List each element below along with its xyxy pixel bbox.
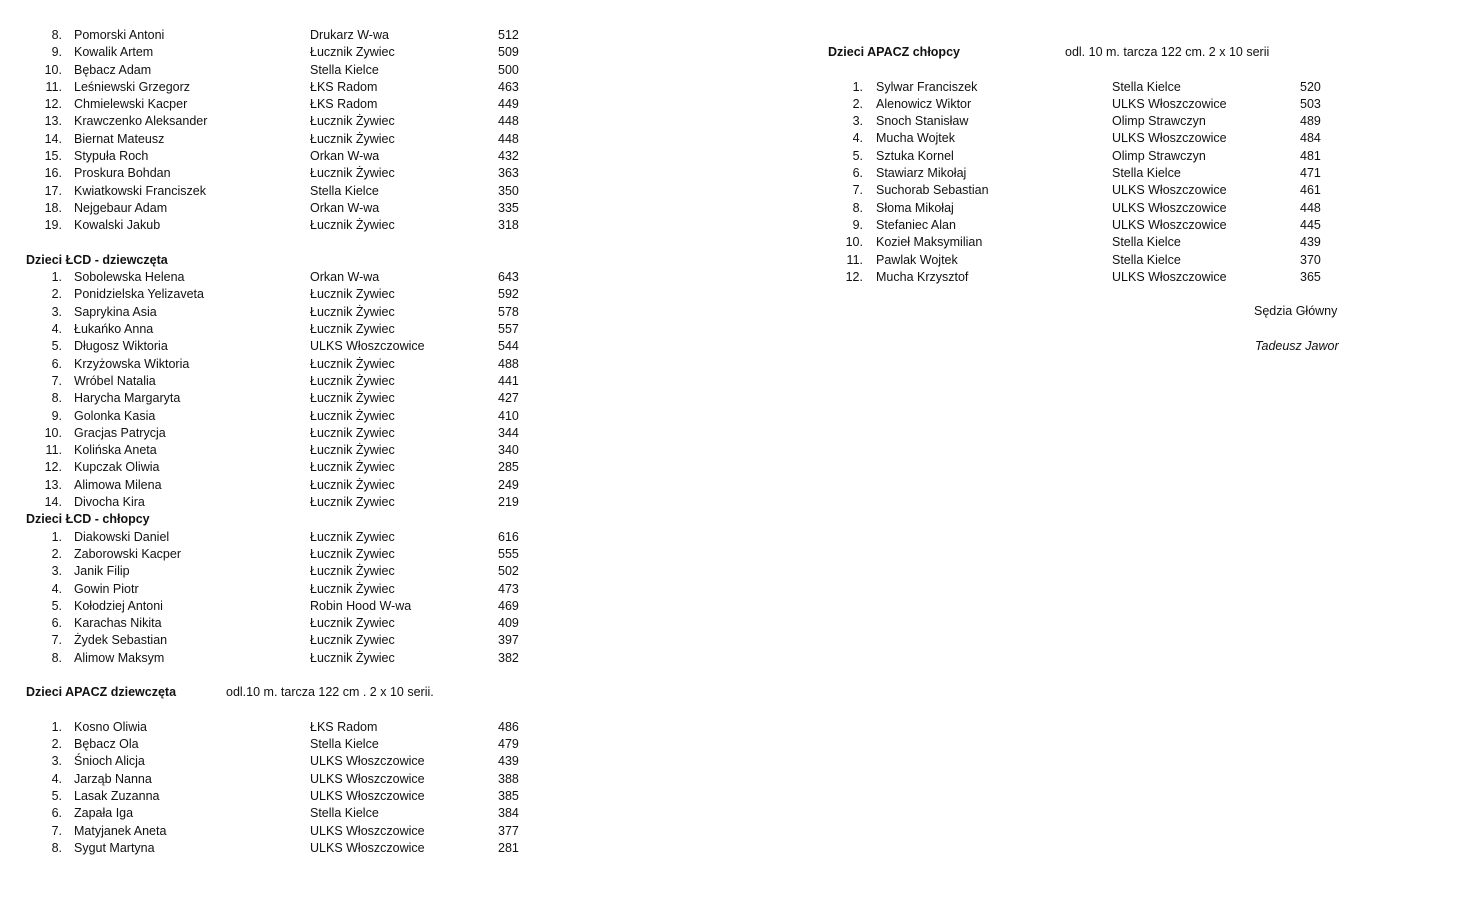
place-number: 4.	[852, 131, 863, 146]
results-rows	[26, 719, 546, 857]
result-row	[26, 304, 546, 321]
club-name: Łucznik Żywiec	[310, 443, 395, 458]
result-row	[26, 442, 546, 459]
result-row	[828, 96, 1388, 113]
competitor-name: Mucha Krzysztof	[876, 269, 969, 284]
club-name: Łucznik Żywiec	[310, 304, 395, 319]
result-row	[26, 269, 546, 286]
result-row	[26, 823, 546, 840]
competitor-name: Diakowski Daniel	[74, 529, 170, 544]
competitor-name: Bębacz Ola	[74, 737, 139, 752]
result-row	[828, 269, 1388, 286]
result-row	[26, 338, 546, 355]
competitor-name: Kowalik Artem	[74, 45, 154, 60]
club-name: ULKS Włoszczowice	[310, 754, 425, 769]
club-name: Stella Kielce	[310, 183, 379, 198]
competitor-name: Gracjas Patrycja	[74, 425, 166, 440]
competitor-name: Ponidzielska Yelizaveta	[74, 287, 204, 302]
competitor-name: Leśniewski Grzegorz	[74, 79, 191, 94]
club-name: ŁKS Radom	[310, 719, 378, 734]
place-number: 8.	[51, 391, 62, 406]
result-row	[828, 79, 1388, 96]
place-number: 2.	[51, 546, 62, 561]
club-name: Łucznik Żywiec	[310, 131, 395, 146]
competitor-name: Gowin Piotr	[74, 581, 139, 596]
score-value: 439	[498, 754, 519, 769]
result-row	[26, 598, 546, 615]
competitor-name: Krawczenko Aleksander	[74, 114, 208, 129]
result-row	[26, 408, 546, 425]
club-name: ULKS Włoszczowice	[310, 823, 425, 838]
place-number: 4.	[51, 581, 62, 596]
place-number: 1.	[51, 529, 62, 544]
competitor-name: Zaborowski Kacper	[74, 546, 181, 561]
place-number: 15.	[44, 149, 62, 164]
result-row	[26, 217, 546, 234]
result-row	[26, 719, 546, 736]
result-row	[828, 130, 1388, 147]
result-row	[26, 840, 546, 857]
competitor-name: Sygut Martyna	[74, 840, 155, 855]
competitor-name: Bębacz Adam	[74, 62, 152, 77]
place-number: 19.	[44, 218, 62, 233]
result-row	[26, 529, 546, 546]
score-value: 512	[498, 28, 519, 42]
score-value: 578	[498, 304, 519, 319]
club-name: Stella Kielce	[1112, 79, 1181, 94]
club-name: Łucznik Żywiec	[310, 218, 395, 233]
club-name: Łucznik Żywiec	[310, 356, 395, 371]
competitor-name: Divocha Kira	[74, 495, 145, 510]
place-number: 12.	[845, 269, 863, 284]
place-number: 7.	[51, 373, 62, 388]
competitor-name: Sylwar Franciszek	[876, 79, 978, 94]
place-number: 12.	[44, 97, 62, 112]
place-number: 18.	[44, 200, 62, 215]
competitor-name: Stypuła Roch	[74, 149, 149, 164]
place-number: 14.	[44, 131, 62, 146]
place-number: 5.	[51, 789, 62, 804]
result-row	[828, 165, 1388, 182]
score-value: 409	[498, 616, 519, 631]
score-value: 370	[1300, 252, 1321, 267]
place-number: 11.	[45, 443, 62, 458]
club-name: ULKS Włoszczowice	[310, 771, 425, 786]
competitor-name: Słoma Mikołaj	[876, 200, 954, 215]
score-value: 484	[1300, 131, 1321, 146]
result-row	[26, 563, 546, 580]
place-number: 2.	[852, 96, 863, 111]
score-value: 384	[498, 806, 519, 821]
club-name: ULKS Włoszczowice	[1112, 96, 1227, 111]
competitor-name: Kozieł Maksymilian	[876, 235, 983, 250]
score-value: 502	[498, 564, 519, 579]
competitor-name: Sztuka Kornel	[876, 148, 954, 163]
place-number: 2.	[51, 287, 62, 302]
results-rows	[828, 79, 1388, 287]
place-number: 11.	[45, 79, 62, 94]
place-number: 14.	[44, 495, 62, 510]
result-row	[828, 217, 1388, 234]
section-subtitle: odl. 10 m. tarcza 122 cm. 2 x 10 serii	[1065, 45, 1270, 59]
competitor-name: Kupczak Oliwia	[74, 460, 160, 475]
result-row	[26, 581, 546, 598]
score-value: 249	[498, 477, 519, 492]
score-value: 281	[498, 840, 519, 855]
competitor-name: Zapała Iga	[74, 806, 134, 821]
score-value: 427	[498, 391, 519, 406]
section-title: Dzieci ŁCD - dziewczęta	[26, 252, 168, 267]
place-number: 12.	[44, 460, 62, 475]
competitor-name: Proskura Bohdan	[74, 166, 171, 181]
club-name: Stella Kielce	[310, 737, 379, 752]
score-value: 488	[498, 356, 519, 371]
competitor-name: Alenowicz Wiktor	[876, 96, 972, 111]
place-number: 3.	[51, 754, 62, 769]
place-number: 4.	[51, 771, 62, 786]
score-value: 439	[1300, 235, 1321, 250]
club-name: Orkan W-wa	[310, 270, 380, 285]
section-heading	[26, 252, 546, 269]
score-value: 500	[498, 62, 519, 77]
club-name: Łucznik Zywiec	[310, 495, 395, 510]
result-row	[26, 494, 546, 511]
score-value: 486	[498, 719, 519, 734]
result-row	[26, 113, 546, 130]
result-row	[26, 148, 546, 165]
club-name: ULKS Włoszczowice	[310, 339, 425, 354]
result-row	[26, 736, 546, 753]
score-value: 219	[498, 495, 519, 510]
club-name: ULKS Włoszczowice	[1112, 200, 1227, 215]
score-value: 463	[498, 79, 519, 94]
result-row	[828, 148, 1388, 165]
club-name: Łucznik Zywiec	[310, 425, 395, 440]
score-value: 448	[498, 114, 519, 129]
competitor-name: Śnioch Alicja	[74, 754, 145, 769]
place-number: 9.	[852, 217, 863, 232]
score-value: 285	[498, 460, 519, 475]
place-number: 5.	[51, 339, 62, 354]
competitor-name: Golonka Kasia	[74, 408, 156, 423]
results-section	[26, 511, 546, 667]
place-number: 7.	[852, 183, 863, 198]
club-name: ŁKS Radom	[310, 79, 378, 94]
place-number: 10.	[845, 235, 863, 250]
score-value: 385	[498, 789, 519, 804]
result-row	[26, 632, 546, 649]
results-section	[26, 684, 546, 857]
club-name: Łucznik Zywiec	[310, 633, 395, 648]
result-row	[26, 79, 546, 96]
score-value: 473	[498, 581, 519, 596]
score-value: 448	[498, 131, 519, 146]
place-number: 13.	[44, 477, 62, 492]
club-name: ŁKS Radom	[310, 97, 378, 112]
result-row	[26, 183, 546, 200]
results-rows	[26, 529, 546, 667]
competitor-name: Pawlak Wojtek	[876, 252, 958, 267]
result-row	[26, 477, 546, 494]
section-heading	[828, 44, 1388, 61]
score-value: 520	[1300, 79, 1321, 94]
place-number: 11.	[846, 252, 863, 267]
place-number: 5.	[852, 148, 863, 163]
place-number: 6.	[51, 356, 62, 371]
club-name: Stella Kielce	[1112, 252, 1181, 267]
club-name: Łucznik Żywiec	[310, 391, 395, 406]
club-name: Łucznik Żywiec	[310, 460, 395, 475]
result-row	[26, 771, 546, 788]
head-judge-signature: Tadeusz Jawor	[1255, 339, 1339, 353]
place-number: 8.	[51, 28, 62, 42]
club-name: Łucznik Żywiec	[310, 408, 395, 423]
competitor-name: Karachas Nikita	[74, 616, 162, 631]
competitor-name: Alimowa Milena	[74, 477, 162, 492]
score-value: 471	[1300, 166, 1321, 181]
right-results-column	[828, 0, 1388, 286]
club-name: ULKS Włoszczowice	[1112, 131, 1227, 146]
score-value: 461	[1300, 183, 1321, 198]
competitor-name: Wróbel Natalia	[74, 373, 156, 388]
place-number: 16.	[44, 166, 62, 181]
score-value: 441	[498, 373, 519, 388]
club-name: Łucznik Żywiec	[310, 564, 395, 579]
section-heading	[26, 684, 546, 701]
club-name: Łucznik Żywiec	[310, 373, 395, 388]
competitor-name: Kołodziej Antoni	[74, 598, 163, 613]
place-number: 10.	[44, 425, 62, 440]
score-value: 432	[498, 149, 519, 164]
place-number: 1.	[51, 270, 62, 285]
competitor-name: Żydek Sebastian	[74, 633, 168, 648]
club-name: Olimp Strawczyn	[1112, 148, 1206, 163]
competitor-name: Krzyżowska Wiktoria	[74, 356, 190, 371]
club-name: ULKS Włoszczowice	[310, 840, 425, 855]
result-row	[26, 650, 546, 667]
place-number: 4.	[51, 322, 62, 337]
competitor-name: Długosz Wiktoria	[74, 339, 168, 354]
club-name: Łucznik Zywiec	[310, 45, 395, 60]
place-number: 8.	[852, 200, 863, 215]
result-row	[26, 200, 546, 217]
competitor-name: Jarząb Nanna	[74, 771, 152, 786]
result-row	[828, 182, 1388, 199]
section-title: Dzieci ŁCD - chłopcy	[26, 512, 150, 527]
competitor-name: Lasak Zuzanna	[74, 789, 160, 804]
place-number: 13.	[44, 114, 62, 129]
score-value: 449	[498, 97, 519, 112]
score-value: 503	[1300, 96, 1321, 111]
competitor-name: Kwiatkowski Franciszek	[74, 183, 206, 198]
place-number: 9.	[51, 408, 62, 423]
place-number: 3.	[852, 114, 863, 129]
results-section	[26, 27, 546, 235]
club-name: Stella Kielce	[310, 806, 379, 821]
club-name: ULKS Włoszczowice	[310, 789, 425, 804]
score-value: 489	[1300, 114, 1321, 129]
result-row	[26, 131, 546, 148]
club-name: Olimp Strawczyn	[1112, 114, 1206, 129]
competitor-name: Mucha Wojtek	[876, 131, 955, 146]
result-row	[26, 96, 546, 113]
competitor-name: Stawiarz Mikołaj	[876, 166, 967, 181]
score-value: 448	[1300, 200, 1321, 215]
result-row	[26, 286, 546, 303]
score-value: 318	[498, 218, 519, 233]
club-name: Łucznik Zywiec	[310, 322, 395, 337]
place-number: 8.	[51, 650, 62, 665]
place-number: 10.	[44, 62, 62, 77]
competitor-name: Alimow Maksym	[74, 650, 165, 665]
place-number: 3.	[51, 304, 62, 319]
score-value: 410	[498, 408, 519, 423]
place-number: 6.	[51, 806, 62, 821]
score-value: 544	[498, 339, 519, 354]
result-row	[26, 546, 546, 563]
score-value: 365	[1300, 269, 1321, 284]
result-row	[26, 788, 546, 805]
competitor-name: Snoch Stanisław	[876, 114, 969, 129]
competitor-name: Kolińska Aneta	[74, 443, 157, 458]
club-name: Łucznik Żywiec	[310, 166, 395, 181]
competitor-name: Nejgebaur Adam	[74, 200, 168, 215]
result-row	[828, 234, 1388, 251]
place-number: 17.	[44, 183, 62, 198]
result-row	[26, 805, 546, 822]
club-name: Łucznik Żywiec	[310, 477, 395, 492]
result-row	[828, 200, 1388, 217]
competitor-name: Kosno Oliwia	[74, 719, 147, 734]
place-number: 1.	[51, 719, 62, 734]
score-value: 643	[498, 270, 519, 285]
results-rows	[26, 27, 546, 235]
score-value: 344	[498, 425, 519, 440]
place-number: 2.	[51, 737, 62, 752]
club-name: Łucznik Żywiec	[310, 650, 395, 665]
head-judge-title: Sędzia Główny	[1254, 304, 1338, 318]
section-subtitle: odl.10 m. tarcza 122 cm . 2 x 10 serii.	[226, 685, 434, 700]
competitor-name: Stefaniec Alan	[876, 217, 956, 232]
competitor-name: Kowalski Jakub	[74, 218, 161, 233]
competitor-name: Matyjanek Aneta	[74, 823, 167, 838]
club-name: Łucznik Żywiec	[310, 114, 395, 129]
result-row	[26, 27, 546, 44]
club-name: Łucznik Zywiec	[310, 287, 395, 302]
result-row	[26, 390, 546, 407]
score-value: 592	[498, 287, 519, 302]
competitor-name: Janik Filip	[74, 564, 130, 579]
place-number: 8.	[51, 840, 62, 855]
club-name: Łucznik Żywiec	[310, 581, 395, 596]
score-value: 509	[498, 45, 519, 60]
competitor-name: Biernat Mateusz	[74, 131, 165, 146]
club-name: ULKS Włoszczowice	[1112, 269, 1227, 284]
result-row	[26, 615, 546, 632]
score-value: 340	[498, 443, 519, 458]
club-name: Łucznik Zywiec	[310, 546, 395, 561]
section-title: Dzieci APACZ chłopcy	[828, 45, 960, 59]
result-row	[26, 459, 546, 476]
result-row	[26, 62, 546, 79]
score-value: 350	[498, 183, 519, 198]
place-number: 6.	[51, 616, 62, 631]
competitor-name: Łukańko Anna	[74, 322, 154, 337]
club-name: Orkan W-wa	[310, 200, 380, 215]
score-value: 616	[498, 529, 519, 544]
club-name: ULKS Włoszczowice	[1112, 183, 1227, 198]
score-value: 479	[498, 737, 519, 752]
place-number: 1.	[852, 79, 863, 94]
score-value: 382	[498, 650, 519, 665]
club-name: Robin Hood W-wa	[310, 598, 412, 613]
place-number: 7.	[51, 823, 62, 838]
place-number: 6.	[852, 166, 863, 181]
score-value: 335	[498, 200, 519, 215]
club-name: Drukarz W-wa	[310, 28, 389, 42]
results-section	[26, 252, 546, 511]
results-rows	[26, 269, 546, 511]
left-results-column	[26, 0, 546, 857]
competitor-name: Suchorab Sebastian	[876, 183, 989, 198]
place-number: 9.	[51, 45, 62, 60]
competitor-name: Pomorski Antoni	[74, 28, 165, 42]
result-row	[828, 113, 1388, 130]
club-name: Łucznik Zywiec	[310, 529, 395, 544]
score-value: 363	[498, 166, 519, 181]
results-section	[828, 44, 1388, 286]
place-number: 3.	[51, 564, 62, 579]
score-value: 397	[498, 633, 519, 648]
result-row	[828, 252, 1388, 269]
score-value: 481	[1300, 148, 1321, 163]
score-value: 555	[498, 546, 519, 561]
score-value: 445	[1300, 217, 1321, 232]
score-value: 388	[498, 771, 519, 786]
club-name: ULKS Włoszczowice	[1112, 217, 1227, 232]
score-value: 557	[498, 322, 519, 337]
section-heading	[26, 511, 546, 528]
score-value: 377	[498, 823, 519, 838]
competitor-name: Saprykina Asia	[74, 304, 157, 319]
club-name: Łucznik Zywiec	[310, 616, 395, 631]
place-number: 5.	[51, 598, 62, 613]
place-number: 7.	[51, 633, 62, 648]
club-name: Stella Kielce	[310, 62, 379, 77]
result-row	[26, 356, 546, 373]
result-row	[26, 165, 546, 182]
section-title: Dzieci APACZ dziewczęta	[26, 685, 177, 700]
club-name: Stella Kielce	[1112, 235, 1181, 250]
competitor-name: Chmielewski Kacper	[74, 97, 188, 112]
score-value: 469	[498, 598, 519, 613]
club-name: Stella Kielce	[1112, 166, 1181, 181]
result-row	[26, 753, 546, 770]
result-row	[26, 44, 546, 61]
competitor-name: Sobolewska Helena	[74, 270, 185, 285]
result-row	[26, 373, 546, 390]
competitor-name: Harycha Margaryta	[74, 391, 181, 406]
club-name: Orkan W-wa	[310, 149, 380, 164]
result-row	[26, 425, 546, 442]
result-row	[26, 321, 546, 338]
